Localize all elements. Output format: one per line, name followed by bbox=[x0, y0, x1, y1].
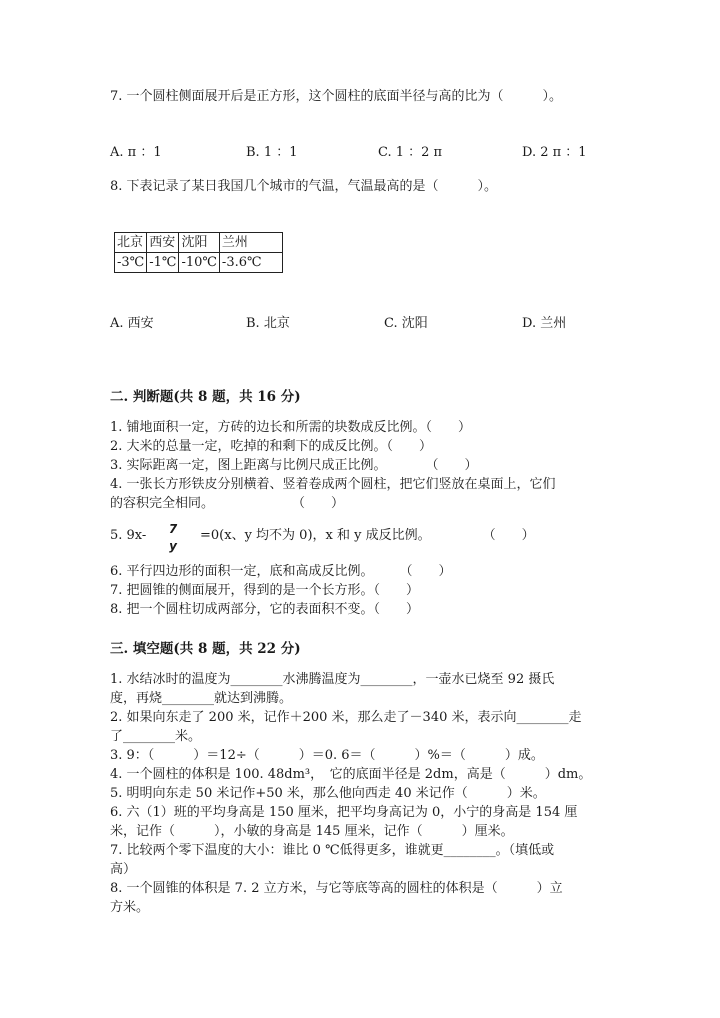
judge-item-4-cont: 的容积完全相同。 （ ） bbox=[110, 496, 345, 511]
judge-item-4: 4. 一张长方形铁皮分别横着、竖着卷成两个圆柱，把它们竖放在桌面上，它们 bbox=[110, 477, 556, 492]
fill-item-6: 6. 六（1）班的平均身高是 150 厘米，把平均身高记为 0，小宁的身高是 154 厘 bbox=[110, 805, 578, 820]
question-8-stem: 8. 下表记录了某日我国几个城市的气温，气温最高的是（ ）。 bbox=[110, 179, 498, 194]
table-cell-city: 兰州 bbox=[219, 233, 282, 253]
section-3-title: 三. 填空题(共 8 题，共 22 分) bbox=[110, 641, 301, 657]
judge-item-3: 3. 实际距离一定，图上距离与比例尺成正比例。 （ ） bbox=[110, 458, 478, 473]
q8-option-d: D. 兰州 bbox=[522, 316, 567, 331]
judge-item-1: 1. 铺地面积一定，方砖的边长和所需的块数成反比例。（ ） bbox=[110, 420, 472, 435]
table-cell-temp: -10℃ bbox=[179, 253, 219, 273]
fill-item-6-cont: 米，记作（ ），小敏的身高是 145 厘米，记作（ ）厘米。 bbox=[110, 824, 514, 839]
q7-option-b: B. 1 ：1 bbox=[246, 145, 298, 160]
fill-item-7-cont: 高） bbox=[110, 862, 137, 877]
q7-option-d: D. 2 π ：1 bbox=[522, 145, 587, 160]
q8-option-a: A. 西安 bbox=[110, 316, 154, 331]
fill-item-8-cont: 方米。 bbox=[110, 900, 150, 915]
fill-item-1-cont: 度，再烧________就达到沸腾。 bbox=[110, 691, 293, 706]
section-2-title: 二. 判断题(共 8 题，共 16 分) bbox=[110, 389, 301, 405]
q8-option-b: B. 北京 bbox=[246, 316, 290, 331]
table-cell-city: 北京 bbox=[115, 233, 147, 253]
fraction-denominator: y bbox=[169, 539, 177, 553]
table-cell-city: 沈阳 bbox=[179, 233, 219, 253]
judge-item-8: 8. 把一个圆柱切成两部分，它的表面积不变。（ ） bbox=[110, 602, 420, 617]
fill-item-7: 7. 比较两个零下温度的大小：谁比 0 ℃低得更多，谁就更________。（填低或 bbox=[110, 843, 555, 858]
judge-item-2: 2. 大米的总量一定，吃掉的和剩下的成反比例。（ ） bbox=[110, 439, 433, 454]
table-cell-temp: -3℃ bbox=[115, 253, 147, 273]
table-row-temps bbox=[115, 253, 283, 273]
q7-option-a: A. π ：1 bbox=[110, 145, 162, 160]
fill-item-1: 1. 水结冰时的温度为________水沸腾温度为________，一壶水已烧至 92 摄氏 bbox=[110, 672, 555, 687]
fill-item-5: 5. 明明向东走 50 米记作+50 米，那么他向西走 40 米记作（ ）米。 bbox=[110, 786, 546, 801]
fill-item-2: 2. 如果向东走了 200 米，记作＋200 米，那么走了－340 米，表示向________走 bbox=[110, 710, 582, 725]
table-cell-city: 西安 bbox=[147, 233, 179, 253]
judge-item-6: 6. 平行四边形的面积一定，底和高成反比例。 （ ） bbox=[110, 564, 452, 579]
fill-item-8: 8. 一个圆锥的体积是 7. 2 立方米，与它等底等高的圆柱的体积是（ ）立 bbox=[110, 881, 563, 896]
judge-item-5-prefix: 5. 9x- bbox=[110, 528, 147, 543]
table-row-cities bbox=[115, 233, 283, 253]
table-cell-temp: -3.6℃ bbox=[219, 253, 282, 273]
fill-item-3: 3. 9：（ ）＝12÷（ ）＝0. 6＝（ ）%＝（ ）成。 bbox=[110, 748, 544, 763]
question-7-stem: 7. 一个圆柱侧面展开后是正方形，这个圆柱的底面半径与高的比为（ ）。 bbox=[110, 89, 563, 104]
q7-option-c: C. 1 ：2 π bbox=[378, 145, 443, 160]
judge-item-5-suffix: =0(x、y 均不为 0)，x 和 y 成反比例。 （ ） bbox=[200, 528, 535, 543]
judge-item-7: 7. 把圆锥的侧面展开，得到的是一个长方形。（ ） bbox=[110, 583, 420, 598]
q8-option-c: C. 沈阳 bbox=[384, 316, 428, 331]
table-cell-temp: -1℃ bbox=[147, 253, 179, 273]
fraction-numerator: 7 bbox=[168, 522, 178, 536]
fill-item-4: 4. 一个圆柱的体积是 100. 48dm³， 它的底面半径是 2dm，高是（ ）dm。 bbox=[110, 767, 592, 782]
fraction-7-over-y bbox=[166, 521, 180, 555]
fill-item-2-cont: 了________米。 bbox=[110, 729, 202, 744]
city-temperature-table bbox=[114, 232, 283, 273]
